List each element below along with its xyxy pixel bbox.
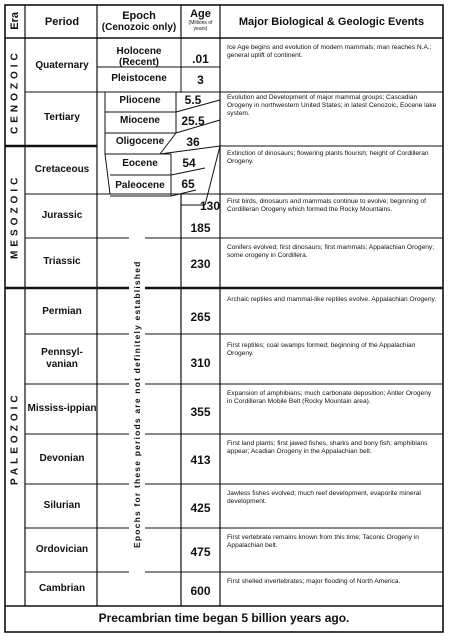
event-tertiary: Evolution and Development of major mammal groups; Cascadian Orogeny in northwestern United States; in latest Cenozoic, Eocene lake system. (227, 94, 437, 118)
event-ordovician: First vertebrate remains known from this time; Taconic Orogeny in Appalachian belt. (227, 534, 419, 550)
header-age: Age (Millions of years) (188, 8, 213, 32)
age-cambrian: 600 (190, 584, 211, 598)
event-triassic: Conifers evolved; first dinosaurs; first mammals; Appalachian Orogeny; some orogeny in Cordillera. (227, 244, 435, 260)
age-miocene: 25.5 (181, 114, 205, 128)
age-pennsylvanian: 310 (190, 356, 211, 370)
event-pennsylvanian: First reptiles; coal swamps formed; beginning of the Appalachian Orogeny. (227, 342, 416, 358)
header-era: Era (9, 12, 21, 30)
age-pliocene: 5.5 (184, 93, 202, 107)
age-ordovician: 475 (190, 545, 211, 559)
epoch-pliocene: Pliocene (119, 95, 161, 106)
age-eocene: 54 (182, 156, 196, 170)
age-paleocene: 65 (181, 177, 195, 191)
era-paleozoic: PALEOZOIC (9, 391, 21, 485)
age-oligocene: 36 (186, 135, 200, 149)
age-silurian: 425 (190, 501, 211, 515)
period-tertiary: Tertiary (44, 112, 80, 123)
period-ordovician: Ordovician (35, 544, 89, 555)
epoch-pleistocene: Pleistocene (111, 73, 167, 84)
period-mississippian: Mississ-ippian (27, 403, 97, 414)
epochs-not-established-note: Epochs for these periods are not definitely established (129, 208, 145, 600)
age-cretaceous: 130 (199, 199, 221, 213)
event-jurassic: First birds, dinosaurs and mammals continue to evolve; beginning of Cordilleran Orogeny which formed the Rocky Mountains. (227, 198, 427, 214)
age-triassic: 230 (190, 257, 211, 271)
age-holocene: .01 (192, 52, 209, 66)
event-mississippian: Expansion of amphibians; much carbonate deposition; Antler Orogeny in Cordilleran Mobile Belt (Rocky Mountain area). (227, 390, 432, 406)
period-cretaceous: Cretaceous (34, 164, 90, 175)
epoch-paleocene: Paleocene (115, 180, 165, 191)
epoch-eocene: Eocene (122, 158, 158, 169)
header-period: Period (44, 16, 80, 28)
footer-precambrian-note: Precambrian time began 5 billion years ago. (98, 611, 350, 625)
event-silurian: Jawless fishes evolved; much reef development, evaporite mineral development. (227, 490, 421, 506)
period-pennsylvanian: Pennsyl-vanian (41, 347, 83, 370)
period-permian: Permian (42, 306, 82, 317)
epoch-oligocene: Oligocene (115, 136, 165, 147)
header-epoch: Epoch (Cenozoic only) (101, 10, 177, 33)
period-jurassic: Jurassic (41, 210, 83, 221)
period-silurian: Silurian (43, 500, 81, 511)
event-permian: Archaic reptiles and mammal-like reptiles evolve. Appalachian Orogeny. (227, 296, 437, 303)
era-mesozoic: MESOZOIC (9, 173, 21, 259)
age-jurassic: 185 (190, 221, 211, 235)
age-permian: 265 (190, 310, 211, 324)
age-mississippian: 355 (190, 405, 211, 419)
event-devonian: First land plants; first jawed fishes, sharks and bony fish; amphibians appear; Acadian Orogeny in the Appalachian belt. (227, 440, 428, 456)
age-pleistocene: 3 (197, 73, 204, 87)
period-cambrian: Cambrian (38, 583, 86, 594)
epoch-miocene: Miocene (119, 115, 160, 126)
event-quaternary: Ice Age begins and evolution of modern mammals; man reaches N.A.; general uplift of continent. (227, 44, 432, 60)
epoch-holocene: Holocene (Recent) (116, 46, 162, 68)
period-devonian: Devonian (39, 453, 85, 464)
period-triassic: Triassic (43, 256, 81, 267)
period-quaternary: Quaternary (35, 60, 89, 71)
era-cenozoic: CENOZOIC (9, 49, 21, 135)
grid-line (205, 146, 220, 205)
event-cambrian: First shelled invertebrates; major flooding of North America. (227, 578, 401, 585)
event-cretaceous: Extinction of dinosaurs; flowering plants flourish; height of Cordilleran Orogeny. (227, 150, 429, 166)
age-devonian: 413 (190, 453, 211, 467)
header-events: Major Biological & Geologic Events (238, 16, 425, 28)
